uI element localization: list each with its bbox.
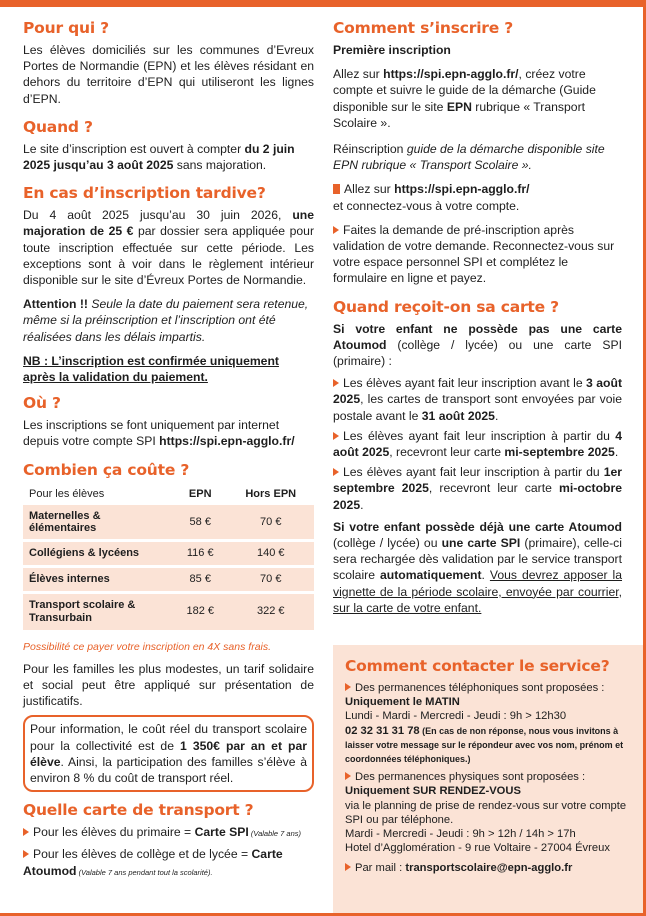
recoit-deja-g: Vous devrez apposer la vignette de la période scolaire, envoyée par courrier, sur la carte de votre enfant. [333,568,623,615]
re-step1-b: et connectez-vous à votre compte. [333,198,520,213]
premiere-epn: EPN [446,99,472,114]
carte-item1-c: (Valable 7 ans) [248,829,302,839]
recoit-item3-e: . [360,497,364,512]
table-row [23,505,314,541]
pour-qui-text: Les élèves domiciliés sur les communes d’Evreux Portes de Normandie (EPN) et les élèves résidant en dehors du territoire d’EPN qui utiliseront les lignes d’EPN. [23,43,314,106]
tardive-text-a: Du 4 août 2025 jusqu’au 30 juin 2026, [23,208,293,223]
tel-number-link[interactable]: 02 32 31 31 78 [345,724,420,737]
phys-intro-text: Des permanences physiques sont proposées : [355,771,586,784]
row-label: Collégiens & lycéens [23,540,173,566]
section-combien [23,460,314,793]
recoit-title: Quand reçoit-on sa carte ? [333,297,559,316]
contact-tel-hours: Lundi - Mardi - Mercredi - Jeudi : 9h > 12h30 [345,710,567,723]
row-epn: 58 € [173,505,227,541]
recoit-intro-a: Si votre enfant ne possède pas une carte Atoumod [333,321,622,352]
contact-tel-intro [345,681,631,695]
bullet-icon [333,432,339,440]
recoit-item2-d: mi-septembre 2025 [504,445,615,460]
recoit-deja-d: (primaire), celle-ci sera rechargée dès validation par le service transport scolaire [333,536,622,583]
recoit-intro [333,321,622,370]
ou-text [23,417,314,449]
cost-info-amount: 1 350€ par an et par élève [30,738,307,769]
carte-item2-c: (Valable 7 ans pendant tout la scolarité). [76,867,213,877]
contact-phys-hours: Mardi - Mercredi - Jeudi : 9h > 12h / 14h > 17h [345,828,576,841]
contact-mail [345,861,631,875]
row-label: Transport scolaire & Transurbain [23,592,173,631]
recoit-item-2 [333,428,622,460]
section-tardive [23,183,314,385]
recoit-item1-c: , les cartes de transport sont envoyées par voie postale avant le [333,392,622,423]
bullet-icon [333,379,339,387]
cost-info-text [30,721,307,786]
tel-intro-text: Des permanences téléphoniques sont proposées : [355,682,605,694]
recoit-item1-a: Les élèves ayant fait leur inscription avant le [343,376,587,391]
mail-link[interactable]: transportscolaire@epn-agglo.fr [405,862,573,875]
pour-qui-title: Pour qui ? [23,19,109,37]
table-row [23,592,314,631]
premiere-a: Allez sur [333,67,384,82]
tardive-nb: NB : L’inscription est confirmée uniquement après la validation du paiement. [23,353,279,385]
contact-phys-text: via le planning de prise de rendez-vous sur votre compte SPI ou par téléphone. [345,799,627,826]
price-header-epn: EPN [188,487,212,500]
recoit-item-1 [333,375,622,424]
combien-title: Combien ça coûte ? [23,460,190,479]
reinscription-text [333,141,622,173]
price-header-hors: Hors EPN [245,487,297,500]
carte-title: Quelle carte de transport ? [23,801,254,820]
bullet-icon [345,683,351,691]
row-hors: 70 € [227,566,314,592]
price-table [23,484,314,633]
quand-dates: du 2 juin 2025 jusqu’au 3 août 2025 [23,141,295,173]
carte-item1-a: Pour les élèves du primaire = [33,825,195,840]
quand-text [23,141,314,173]
ou-title: Où ? [23,394,61,413]
bullet-icon [23,850,29,858]
bullet-icon [333,468,339,476]
bullet-icon [333,226,339,234]
contact-phys-label: Uniquement SUR RENDEZ-VOUS [345,785,521,798]
recoit-item3-b: 1er septembre 2025 [333,465,622,496]
right-column [333,18,622,616]
inscrire-title: Comment s’inscrire ? [333,19,514,37]
bullet-icon [333,184,340,194]
payment-note: Possibilité ce payer votre inscription en 4X sans frais. [23,640,272,653]
mail-label: Par mail : [355,862,406,875]
premiere-c: rubrique « Transport Scolaire ». [333,99,586,130]
table-row [23,566,314,592]
cost-info-c: . Ainsi, la participation des familles s’élève à environ 8 % du coût de transport réel. [30,754,307,786]
recoit-item2-b: 4 août 2025 [333,428,622,460]
row-hors: 322 € [227,592,314,631]
contact-tel-label: Uniquement le MATIN [345,696,460,709]
row-hors: 140 € [227,540,314,566]
recoit-deja-f: . [481,568,490,583]
section-pour-qui [23,18,314,107]
tardive-title: En cas d’inscription tardive? [23,184,266,203]
contact-panel [333,645,643,913]
premiere-b: , créez votre compte et suivre le guide de la démarche (Guide disponible sur le site [333,67,596,114]
attention-text: Seule la date du paiement sera retenue, même si la préinscription et l’inscription ont été réalisées dans les délais impartis. [23,297,309,344]
tardive-attention [23,296,314,345]
carte-item2-b: Carte Atoumod [23,847,283,878]
reinscription-label: Réinscription [333,142,404,157]
recoit-item2-e: . [614,445,619,460]
ou-url-link[interactable]: https://spi.epn-agglo.fr/ [159,434,295,449]
recoit-item2-a: Les élèves ayant fait leur inscription à partir du [343,428,616,443]
row-label: Élèves internes [23,566,173,592]
premiere-url-link[interactable]: https://spi.epn-agglo.fr/ [383,67,519,82]
recoit-deja-b: (collège / lycée) ou [333,536,442,551]
carte-item1-b: Carte SPI [194,825,249,840]
recoit-item2-c: , recevront leur carte [389,445,505,460]
premiere-label: Première inscription [333,43,451,57]
tardive-majoration: une majoration de 25 € [23,208,314,239]
tardive-text [23,207,314,288]
contact-phys-intro [345,770,631,784]
premiere-text [333,66,622,131]
cost-info-box [23,715,314,792]
carte-item-primaire [23,824,314,842]
ou-text-a: Les inscriptions se font uniquement par internet depuis votre compte SPI [23,418,280,449]
recoit-deja-c: une carte SPI [441,536,521,551]
quand-text-c: sans majoration. [173,158,267,173]
recoit-item3-a: Les élèves ayant fait leur inscription à partir du [343,465,604,480]
row-hors: 70 € [227,505,314,541]
recoit-item-3 [333,464,622,513]
reinscription-desc: guide de la démarche disponible site EPN rubrique « Transport Scolaire ». [333,142,605,173]
contact-phys-address: Hotel d’Agglomération - 9 rue Voltaire - 27004 Évreux [345,842,610,855]
carte-item-college [23,846,314,880]
left-column [23,18,314,881]
recoit-deja [333,519,622,616]
row-epn: 116 € [173,540,227,566]
bullet-icon [345,863,351,871]
row-epn: 85 € [173,566,227,592]
section-ou [23,393,314,449]
reinscription-step1 [333,181,622,213]
section-recoit [333,297,622,616]
quand-text-a: Le site d’inscription est ouvert à compter [23,141,245,156]
re-step2-text: Faites la demande de pré-inscription après validation de votre demande. Reconnectez-vous sur votre espace personnel SPI et complétez le formulaire en ligne et payez. [333,222,615,286]
re-step1-a: Allez sur [344,182,395,197]
cost-info-a: Pour information, le coût réel du transport scolaire pour la collectivité est de [30,722,307,753]
carte-item2-a: Pour les élèves de collège et de lycée = [33,847,252,862]
recoit-item3-c: , recevront leur carte [428,481,560,496]
bullet-icon [345,772,351,780]
tardive-text-c: par dossier sera appliquée pour toute inscription effectuée sur cette période. Les exceptions sont à voir dans le règlement intérieur disponible sur le site d’Évreux Portes de Normandie. [23,224,315,288]
tel-note: (En cas de non réponse, nous vous invitons à laisser votre message sur le répondeur avec vos nom, prénom et coordonnées téléphoniques.) [345,725,624,765]
bullet-icon [23,828,29,836]
recoit-item1-d: 31 août 2025 [421,408,495,423]
table-row [23,540,314,566]
section-inscrire [333,18,622,287]
recoit-deja-e: automatiquement [379,568,482,583]
recoit-item1-b: 3 août 2025 [333,376,623,407]
tarif-solidaire-text: Pour les familles les plus modestes, un tarif solidaire et social peut être appliqué sur présentation de justificatifs. [23,661,314,709]
price-table-header [23,484,314,505]
section-quand [23,117,314,173]
price-header-label: Pour les élèves [29,487,105,500]
contact-title: Comment contacter le service? [345,657,610,675]
reinscription-step2 [333,222,622,287]
recoit-deja-a: Si votre enfant possède déjà une carte Atoumod [333,519,622,534]
row-epn: 182 € [173,592,227,631]
contact-tel-details [345,724,631,767]
recoit-item3-d: mi-octobre 2025 [333,481,623,512]
attention-label: Attention !! [23,297,88,312]
section-carte [23,800,314,881]
recoit-intro-b: (collège / lycée) ou une carte SPI (primaire) : [333,337,622,369]
re-step1-url-link[interactable]: https://spi.epn-agglo.fr/ [394,182,530,197]
quand-title: Quand ? [23,117,93,136]
recoit-item1-e: . [494,408,499,423]
row-label: Maternelles & élémentaires [23,505,173,541]
